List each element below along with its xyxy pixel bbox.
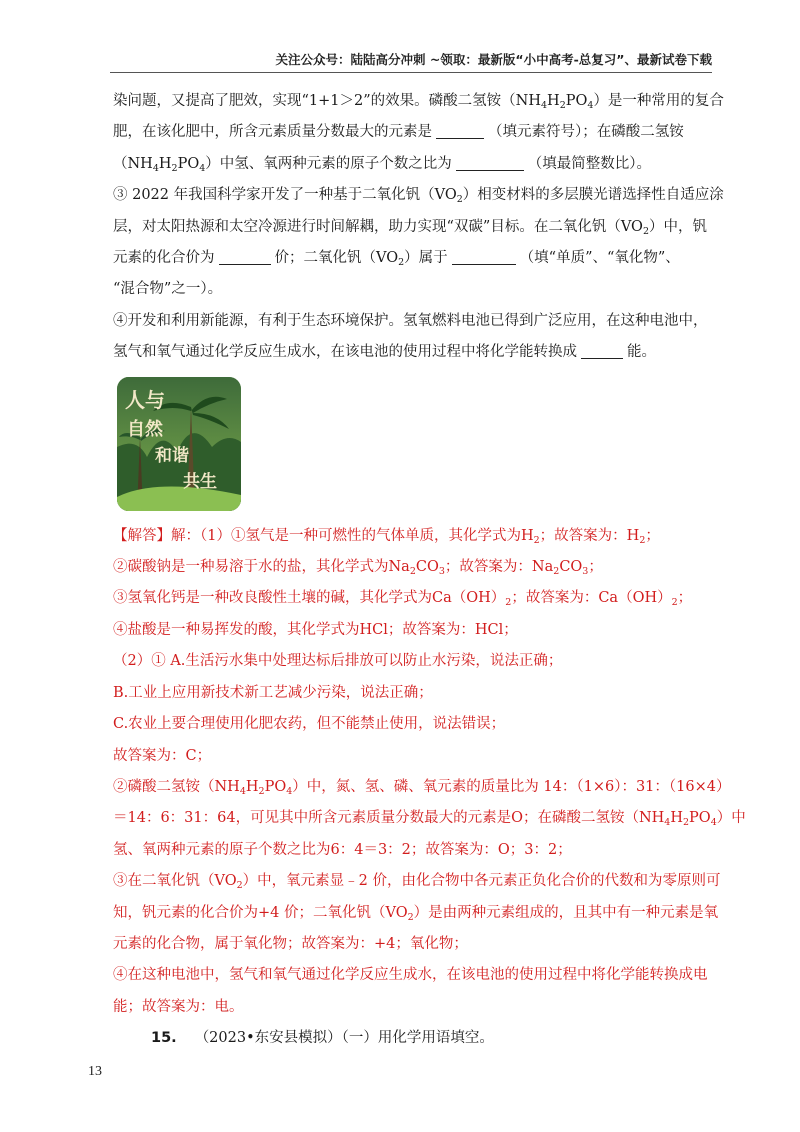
- cover-image: [117, 377, 241, 511]
- answer-blank[interactable]: [436, 120, 484, 139]
- text: CO: [559, 559, 583, 576]
- text: ＝14：6：31：64，可见其中所含元素质量分数最大的元素是O；在磷酸二氢铵（NH: [113, 810, 665, 827]
- text: ③在二氧化钒（VO: [113, 873, 237, 890]
- subscript: 2: [553, 566, 560, 578]
- subscript: 2: [407, 911, 414, 923]
- text: ）是由两种元素组成的，且其中有一种元素是氧: [413, 904, 719, 921]
- subscript: 2: [409, 566, 416, 578]
- text: PO: [264, 778, 287, 795]
- text: H: [670, 810, 683, 827]
- text-line: [113, 86, 724, 117]
- subscript: 2: [671, 597, 678, 609]
- text: （NH: [113, 155, 153, 172]
- subscript: 4: [540, 100, 548, 111]
- text: ）中，钒: [648, 218, 707, 235]
- text: 知，钒元素的化合价为+4 价；二氧化钒（VO: [113, 904, 408, 921]
- answer-blank[interactable]: [456, 152, 524, 171]
- subscript: 4: [587, 100, 594, 111]
- text-line: B.工业上应用新技术新工艺减少污染，说法正确；: [113, 684, 433, 701]
- subscript: 2: [683, 817, 690, 829]
- header-rule: [110, 72, 712, 73]
- text: 价；二氧化钒（VO: [274, 250, 399, 267]
- question-number: 15.: [151, 1030, 177, 1047]
- text-line: 元素的化合物，属于氧化物；故答案为：+4；氧化物；: [113, 935, 468, 952]
- page-number: 13: [88, 1064, 102, 1079]
- text: 肥，在该化肥中，所含元素质量分数最大的元素是: [113, 124, 432, 141]
- text: CO: [415, 559, 439, 576]
- text-line: “混合物”之一）。: [113, 281, 223, 298]
- text-line: [113, 583, 713, 614]
- page-header: 关注公众号：陆陆高分冲刺 ~领取：最新版“小中高考-总复习”、最新试卷下载: [275, 52, 712, 67]
- text: H: [158, 155, 172, 172]
- answer-label: 【解答】: [113, 527, 171, 544]
- text: （填最简整数比）。: [527, 155, 652, 172]
- text: ；: [645, 527, 660, 544]
- text: ）是一种常用的复合: [593, 93, 724, 109]
- subscript: 3: [438, 566, 445, 578]
- text: （填元素符号）；在磷酸二氢铵: [488, 124, 684, 141]
- text-line: ④盐酸是一种易挥发的酸，其化学式为HCl；故答案为：HCl；: [113, 621, 518, 638]
- answer-blank[interactable]: [581, 340, 623, 359]
- text-line: C.农业上要合理使用化肥农药，但不能禁止使用，说法错误；: [113, 716, 506, 733]
- cover-title: 人与: [125, 387, 165, 412]
- subscript: 2: [398, 257, 405, 269]
- subscript: 4: [199, 162, 206, 174]
- text: 染问题，又提高了肥效，实现“1+1＞2”的效果。磷酸二氢铵（NH: [113, 93, 541, 109]
- text: ）中，氧元素显﹣2 价，由化合物中各元素正负化合价的代数和为零原则可: [242, 873, 721, 890]
- question-text: （2023•东安县模拟）（一）用化学用语填空。: [194, 1030, 494, 1047]
- text-line: [113, 803, 746, 834]
- text-line: [113, 117, 713, 148]
- cover-illustration: [117, 377, 241, 511]
- subscript: 3: [582, 566, 589, 578]
- text: ）中，氮、氢、磷、氧元素的质量比为 14：（1×6）：31：（16×4）: [292, 778, 731, 795]
- document-body: [113, 86, 746, 1055]
- text-line: [113, 898, 719, 929]
- answer-blank[interactable]: [219, 246, 271, 265]
- text-line: ④在这种电池中，氢气和氧气通过化学反应生成水，在该电池的使用过程中将化学能转换成电: [113, 967, 708, 984]
- cover-title: 和谐: [155, 445, 189, 466]
- text: 能。: [627, 344, 656, 361]
- text-line: [113, 149, 713, 180]
- text: ②碳酸钠是一种易溶于水的盐，其化学式为Na: [113, 559, 410, 576]
- text: H: [245, 778, 259, 795]
- question-15: [113, 1023, 713, 1054]
- subscript: 4: [286, 785, 293, 797]
- text-line: （2）① A.生活污水集中处理达标后排放可以防止水污染，说法正确；: [113, 653, 563, 670]
- text-line: [113, 552, 713, 583]
- subscript: 2: [258, 785, 265, 797]
- text-line: [113, 772, 731, 803]
- text: ）中氢、氧两种元素的原子个数之比为: [205, 155, 452, 172]
- text-line: 氢、氧两种元素的原子个数之比为6：4＝3：2；故答案为：O；3：2；: [113, 841, 572, 858]
- subscript: 2: [559, 100, 566, 111]
- subscript: 2: [642, 225, 649, 237]
- text: 氢气和氧气通过化学反应生成水，在该电池的使用过程中将化学能转换成: [113, 344, 577, 361]
- text: ）相变材料的多层膜光谱选择性自适应涂: [462, 187, 724, 204]
- subscript: 4: [239, 785, 246, 797]
- text-line: 能；故答案为：电。: [113, 998, 244, 1015]
- text: ；: [588, 559, 603, 576]
- text: ）属于: [404, 250, 448, 267]
- text: ②磷酸二氢铵（NH: [113, 778, 240, 795]
- subscript: 2: [533, 534, 540, 546]
- text: 解：（1）①氢气是一种可燃性的气体单质，其化学式为H: [171, 527, 534, 544]
- text-line: [113, 866, 721, 897]
- text: ；故答案为：H: [539, 527, 640, 544]
- text: ③氢氧化钙是一种改良酸性土壤的碱，其化学式为Ca（OH）: [113, 590, 506, 607]
- cover-title: 自然: [127, 418, 163, 440]
- text: PO: [177, 155, 200, 172]
- text-line: ④开发和利用新能源，有利于生态环境保护。氢氧燃料电池已得到广泛应用，在这种电池中，: [113, 312, 708, 329]
- text-line: [113, 212, 713, 243]
- text: PO: [689, 810, 711, 827]
- text-line: [113, 243, 713, 274]
- cover-title: 共生: [183, 471, 217, 492]
- text: H: [547, 93, 560, 109]
- subscript: 4: [152, 162, 159, 174]
- answer-blank[interactable]: [452, 246, 516, 265]
- text: （填“单质”、“氧化物”、: [519, 250, 680, 267]
- subscript: 2: [639, 534, 646, 546]
- text: PO: [565, 93, 588, 109]
- subscript: 4: [710, 817, 717, 829]
- text: ③ 2022 年我国科学家开发了一种基于二氧化钒（VO: [113, 187, 457, 204]
- text-line: [113, 180, 724, 211]
- text: 层，对太阳热源和太空冷源进行时间解耦，助力实现“双碳”目标。在二氧化钒（VO: [113, 218, 643, 235]
- answer-block: [113, 521, 746, 1024]
- text-line: [113, 337, 713, 368]
- subscript: 2: [236, 880, 243, 892]
- text: ；故答案为：Ca（OH）: [511, 590, 672, 607]
- text: ；故答案为：Na: [444, 559, 554, 576]
- text: ）中: [716, 810, 746, 827]
- subscript: 2: [171, 162, 178, 174]
- text-line: 故答案为：C；: [113, 747, 212, 764]
- subscript: 2: [505, 597, 512, 609]
- text: 元素的化合价为: [113, 250, 215, 267]
- subscript: 2: [456, 194, 463, 206]
- subscript: 4: [664, 817, 671, 829]
- text: ；: [677, 590, 693, 607]
- text-line: [113, 521, 713, 552]
